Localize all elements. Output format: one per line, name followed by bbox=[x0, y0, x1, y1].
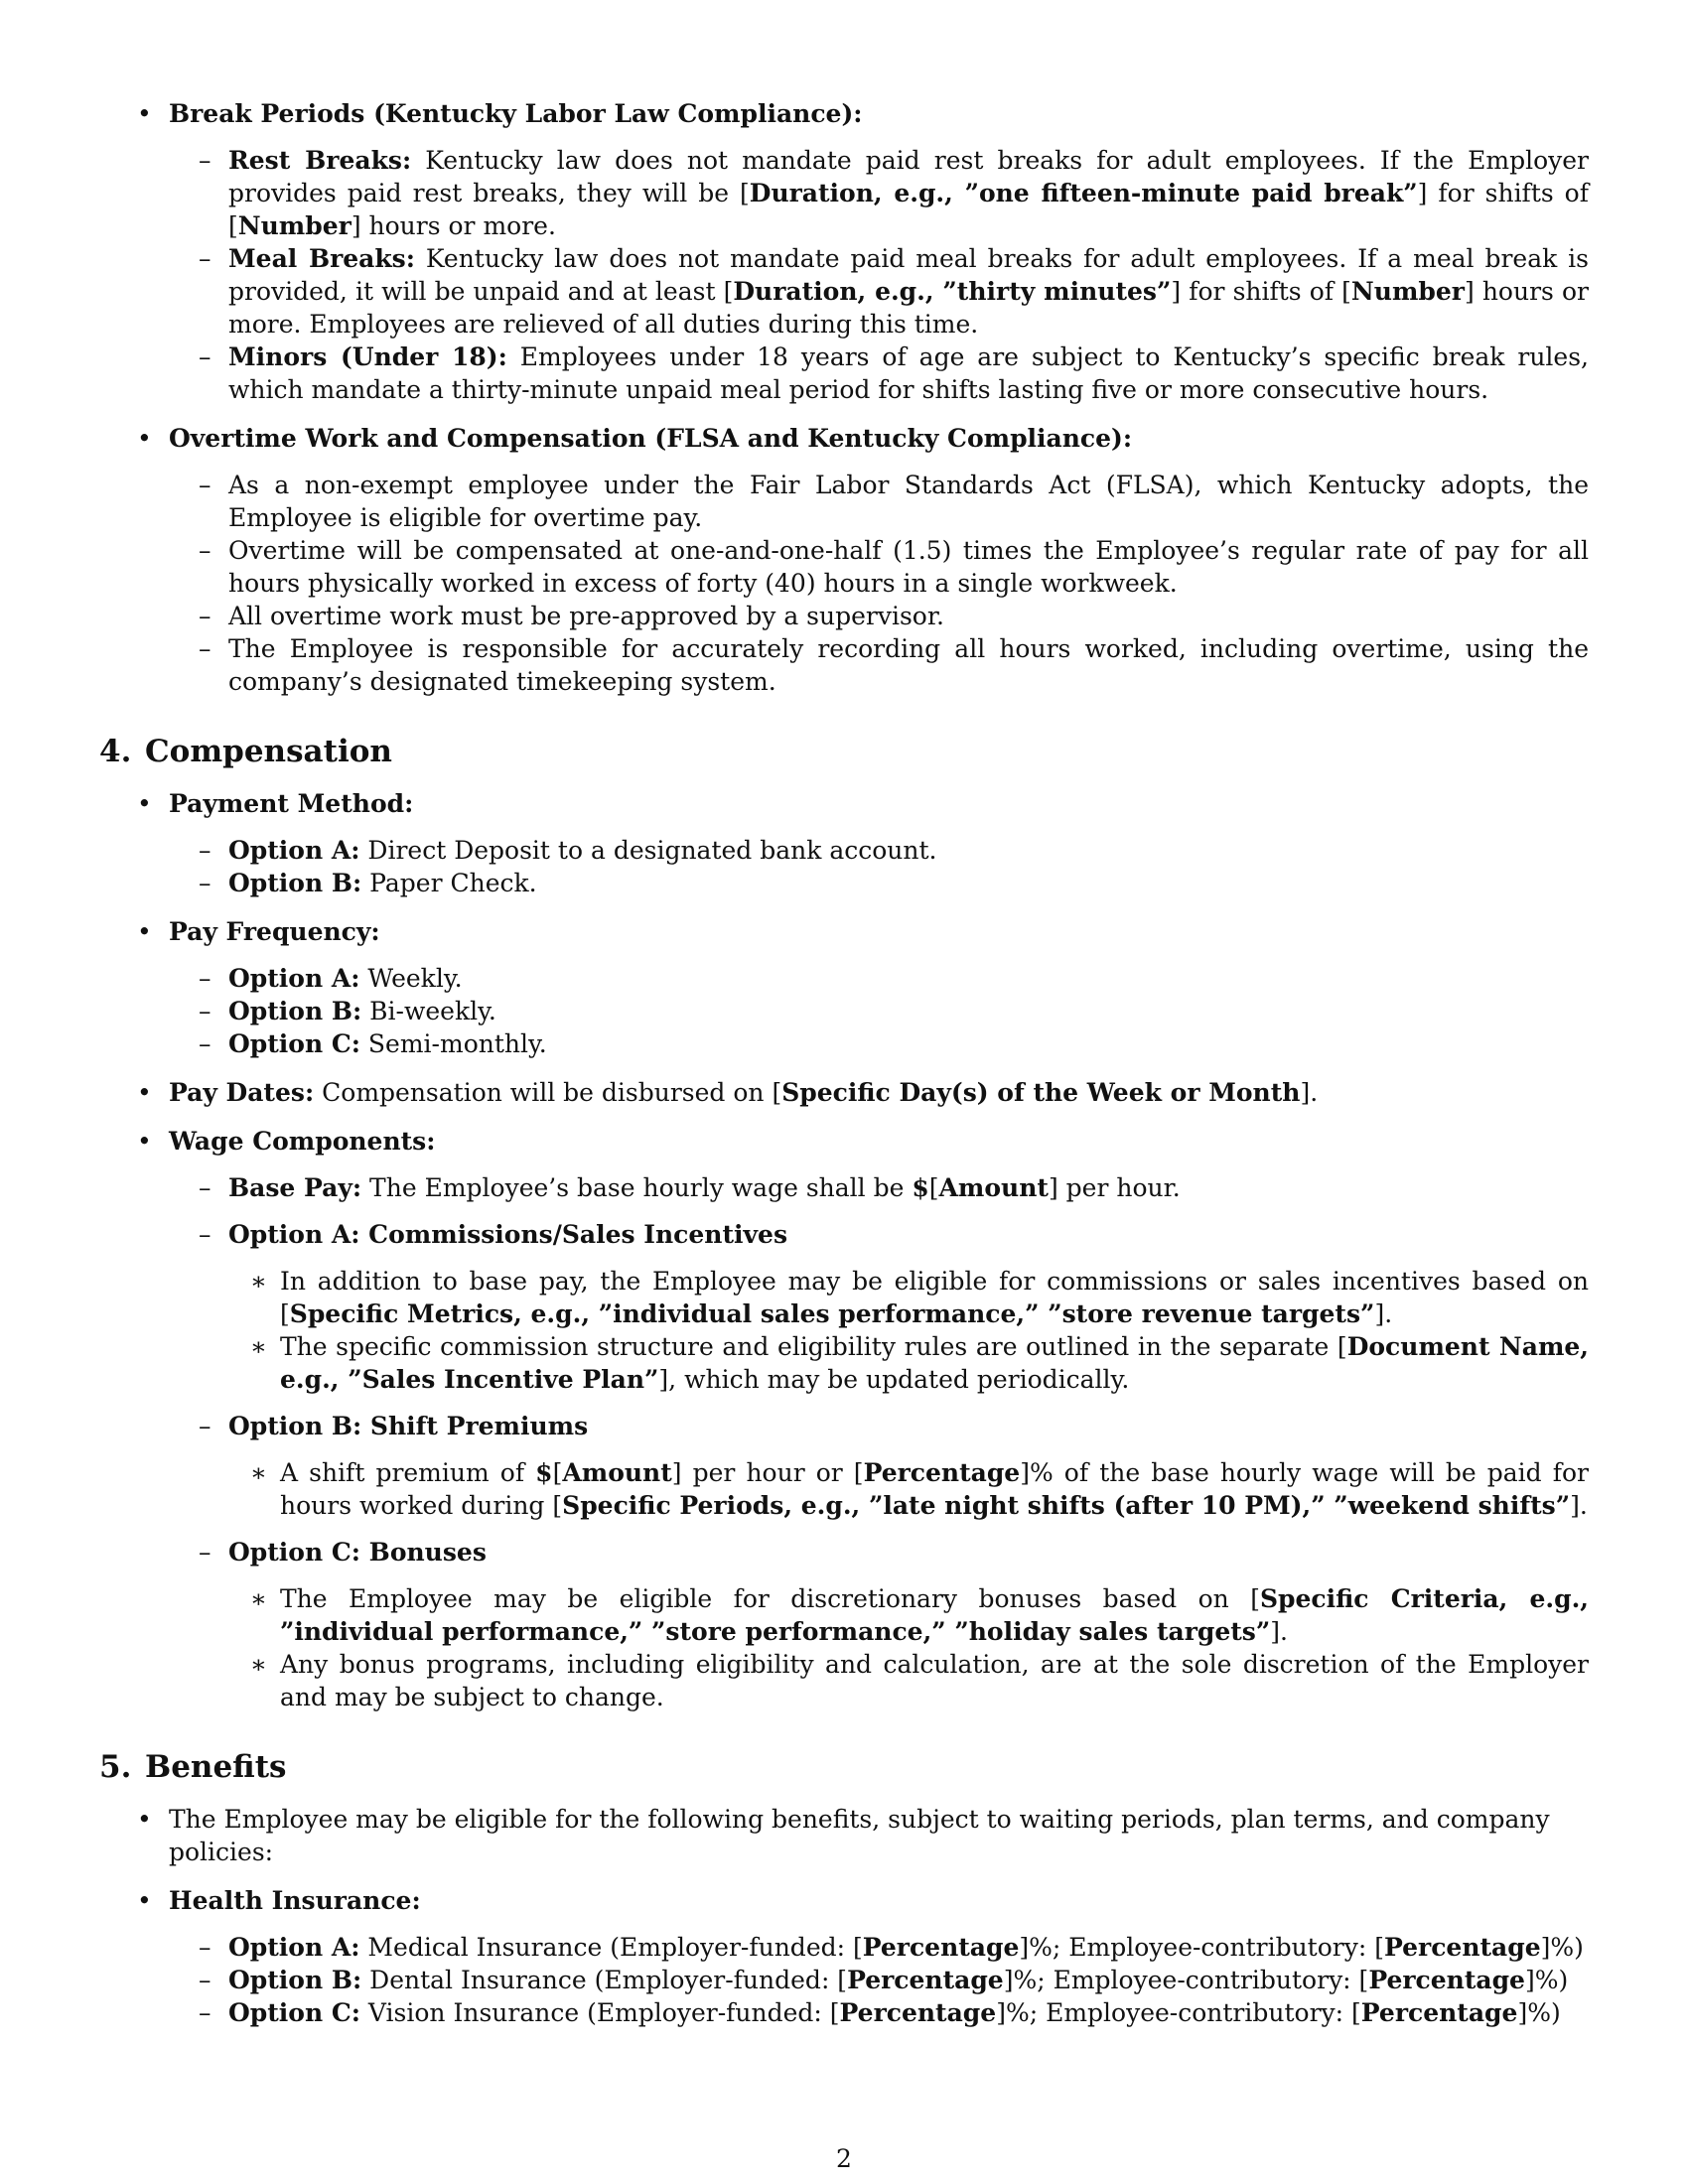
option-text: Semi-monthly. bbox=[359, 1029, 547, 1058]
break-periods-sublist bbox=[169, 144, 1589, 406]
rest-breaks-label: Rest Breaks: bbox=[228, 146, 412, 175]
option-text-3: ]%) bbox=[1524, 1966, 1569, 1994]
option-text: Vision Insurance (Employer-funded: [ bbox=[359, 1998, 840, 2027]
pay-dates-text-2: ]. bbox=[1300, 1078, 1319, 1107]
frequency-option-b bbox=[169, 995, 1589, 1027]
commissions-title: Option A: Commissions/Sales Incentives bbox=[228, 1220, 788, 1249]
option-text-2: ]%; Employee-contributory: [ bbox=[1003, 1966, 1369, 1994]
rest-breaks-text-3: ] hours or more. bbox=[351, 211, 556, 240]
option-text: Medical Insurance (Employer-funded: [ bbox=[359, 1933, 863, 1962]
minors-label: Minors (Under 18): bbox=[228, 342, 507, 371]
option-text-3: ]%) bbox=[1540, 1933, 1584, 1962]
point-text-2: ]. bbox=[1374, 1299, 1393, 1328]
option-text: Dental Insurance (Employer-funded: [ bbox=[361, 1966, 848, 1994]
percentage-placeholder: Percentage bbox=[1360, 1998, 1518, 2027]
dollar-sign: $ bbox=[912, 1173, 929, 1202]
payment-method-item bbox=[99, 787, 1589, 899]
wage-components-item bbox=[99, 1125, 1589, 1713]
bracket-open: [ bbox=[928, 1173, 939, 1202]
frequency-option-a bbox=[169, 962, 1589, 995]
minors-text: Employees under 18 years of age are subject to Kentucky’s specific break rules, which mandate a thirty-minute unpaid meal period for shifts lasting five or more consecutive hours. bbox=[228, 342, 1589, 404]
health-option-c bbox=[169, 1996, 1589, 2029]
option-label: Option B: bbox=[228, 1966, 362, 1994]
shift-premiums-title: Option B: Shift Premiums bbox=[228, 1412, 589, 1440]
meal-breaks-text-3: ] hours or more. Employees are relieved of all duties during this time. bbox=[228, 277, 1589, 339]
amount-placeholder: Amount bbox=[562, 1458, 672, 1487]
overtime-point: – The Employee is responsible for accurately recording all hours worked, including overtime, using the company’s designated timekeeping system. bbox=[169, 632, 1589, 698]
overtime-sublist bbox=[169, 469, 1589, 698]
option-label: Option A: bbox=[228, 836, 360, 865]
dollar-sign: $ bbox=[535, 1458, 553, 1487]
section-title: Compensation bbox=[145, 734, 392, 769]
point-text-2: ] per hour or [ bbox=[671, 1458, 864, 1487]
commissions-sublist bbox=[228, 1265, 1589, 1396]
compensation-list bbox=[99, 787, 1589, 1713]
document-page bbox=[99, 97, 1589, 2045]
rest-breaks-number: Number bbox=[237, 211, 352, 240]
base-pay-text-2: ] per hour. bbox=[1048, 1173, 1181, 1202]
rest-breaks-text-2: ] for shifts of [ bbox=[228, 179, 1589, 240]
bonuses-sublist bbox=[228, 1582, 1589, 1713]
option-text: Direct Deposit to a designated bank account. bbox=[359, 836, 937, 865]
point-text: The specific commission structure and eligibility rules are outlined in the separate [ bbox=[280, 1332, 1347, 1361]
section3-continued-list bbox=[99, 97, 1589, 698]
wage-components-sublist bbox=[169, 1171, 1589, 1713]
commissions-point bbox=[228, 1330, 1589, 1396]
health-option-a bbox=[169, 1931, 1589, 1964]
percentage-placeholder: Percentage bbox=[863, 1458, 1021, 1487]
percentage-placeholder: Percentage bbox=[1368, 1966, 1525, 1994]
health-insurance-title: Health Insurance: bbox=[169, 1886, 421, 1915]
payment-option-b bbox=[169, 867, 1589, 899]
percentage-placeholder: Percentage bbox=[1383, 1933, 1541, 1962]
periods-placeholder: Specific Periods, e.g., ”late night shifts (after 10 PM),” ”weekend shifts” bbox=[562, 1491, 1571, 1520]
rest-breaks-duration: Duration, e.g., ”one fifteen-minute paid break” bbox=[749, 179, 1418, 207]
bonuses-point bbox=[228, 1582, 1589, 1648]
base-pay-label: Base Pay: bbox=[228, 1173, 362, 1202]
commissions-item bbox=[169, 1218, 1589, 1396]
option-label: Option B: bbox=[228, 997, 362, 1025]
meal-breaks-number: Number bbox=[1350, 277, 1465, 306]
meal-breaks-duration: Duration, e.g., ”thirty minutes” bbox=[733, 277, 1172, 306]
percentage-placeholder: Percentage bbox=[847, 1966, 1004, 1994]
point-text-2: ]. bbox=[1270, 1617, 1288, 1646]
meal-breaks-text-2: ] for shifts of [ bbox=[1171, 277, 1351, 306]
option-text: Paper Check. bbox=[361, 869, 537, 897]
bracket-open: [ bbox=[552, 1458, 563, 1487]
overtime-point: – All overtime work must be pre-approved by a supervisor. bbox=[169, 600, 1589, 632]
point-text: The Employee may be eligible for discretionary bonuses based on [ bbox=[280, 1584, 1260, 1613]
commissions-point bbox=[228, 1265, 1589, 1330]
base-pay-item bbox=[169, 1171, 1589, 1204]
payment-option-a bbox=[169, 834, 1589, 867]
section-number: 5. bbox=[99, 1749, 132, 1785]
point-text-3: ]% of the base hourly wage will be paid for hours worked during [ bbox=[280, 1458, 1589, 1520]
option-text-3: ]%) bbox=[1517, 1998, 1561, 2027]
benefits-list bbox=[99, 1803, 1589, 2029]
meal-breaks-label: Meal Breaks: bbox=[228, 244, 415, 273]
health-option-b bbox=[169, 1964, 1589, 1996]
health-insurance-item bbox=[99, 1884, 1589, 2029]
shift-premiums-sublist bbox=[228, 1456, 1589, 1522]
pay-frequency-item bbox=[99, 915, 1589, 1060]
break-periods-title: Break Periods (Kentucky Labor Law Compliance): bbox=[169, 99, 863, 128]
option-text: Weekly. bbox=[359, 964, 463, 993]
meal-breaks-item bbox=[169, 242, 1589, 341]
document-name-placeholder: Document Name, e.g., ”Sales Incentive Plan” bbox=[280, 1332, 1590, 1394]
section-heading-compensation bbox=[99, 732, 1589, 771]
section-heading-benefits bbox=[99, 1747, 1589, 1787]
overtime-point: – As a non-exempt employee under the Fair Labor Standards Act (FLSA), which Kentucky adopts, the Employee is eligible for overtime pay. bbox=[169, 469, 1589, 534]
pay-dates-placeholder: Specific Day(s) of the Week or Month bbox=[781, 1078, 1301, 1107]
bonuses-item bbox=[169, 1536, 1589, 1713]
page-number: 2 bbox=[836, 2144, 852, 2173]
benefits-intro: • The Employee may be eligible for the following benefits, subject to waiting periods, plan terms, and company policies: bbox=[99, 1803, 1589, 1868]
shift-premiums-point bbox=[228, 1456, 1589, 1522]
percentage-placeholder: Percentage bbox=[862, 1933, 1020, 1962]
option-text: Bi-weekly. bbox=[361, 997, 496, 1025]
minors-item bbox=[169, 341, 1589, 406]
metrics-placeholder: Specific Metrics, e.g., ”individual sales performance,” ”store revenue targets” bbox=[289, 1299, 1375, 1328]
option-label: Option C: bbox=[228, 1029, 360, 1058]
payment-method-title: Payment Method: bbox=[169, 789, 414, 818]
health-insurance-options bbox=[169, 1931, 1589, 2029]
option-text-2: ]%; Employee-contributory: [ bbox=[996, 1998, 1361, 2027]
shift-premiums-item bbox=[169, 1410, 1589, 1522]
rest-breaks-text: Kentucky law does not mandate paid rest breaks for adult employees. If the Employer provides paid rest breaks, they will be [ bbox=[228, 146, 1590, 207]
amount-placeholder: Amount bbox=[938, 1173, 1049, 1202]
option-text-2: ]%; Employee-contributory: [ bbox=[1019, 1933, 1384, 1962]
pay-frequency-title: Pay Frequency: bbox=[169, 917, 380, 946]
point-text: In addition to base pay, the Employee may be eligible for commissions or sales incentives based on [ bbox=[280, 1267, 1589, 1328]
criteria-placeholder: Specific Criteria, e.g., ”individual performance,” ”store performance,” ”holiday sales targets” bbox=[280, 1584, 1589, 1646]
frequency-option-c bbox=[169, 1027, 1589, 1060]
pay-dates-label: Pay Dates: bbox=[169, 1078, 315, 1107]
overtime-item bbox=[99, 422, 1589, 698]
section-title: Benefits bbox=[145, 1749, 287, 1785]
section-number: 4. bbox=[99, 734, 132, 769]
pay-dates-item bbox=[99, 1076, 1589, 1109]
break-periods-item bbox=[99, 97, 1589, 406]
overtime-title: Overtime Work and Compensation (FLSA and Kentucky Compliance): bbox=[169, 424, 1133, 453]
point-text-4: ]. bbox=[1570, 1491, 1588, 1520]
bonuses-title: Option C: Bonuses bbox=[228, 1538, 487, 1567]
meal-breaks-text: Kentucky law does not mandate paid meal breaks for adult employees. If a meal break is provided, it will be unpaid and at least [ bbox=[228, 244, 1589, 306]
payment-method-options bbox=[169, 834, 1589, 899]
rest-breaks-item bbox=[169, 144, 1589, 242]
base-pay-text: The Employee’s base hourly wage shall be bbox=[361, 1173, 913, 1202]
pay-frequency-options bbox=[169, 962, 1589, 1060]
option-label: Option C: bbox=[228, 1998, 360, 2027]
option-label: Option B: bbox=[228, 869, 362, 897]
pay-dates-text: Compensation will be disbursed on [ bbox=[314, 1078, 782, 1107]
bonuses-point: ∗ Any bonus programs, including eligibility and calculation, are at the sole discretion of the Employer and may be subject to change. bbox=[228, 1648, 1589, 1713]
option-label: Option A: bbox=[228, 1933, 360, 1962]
overtime-point: – Overtime will be compensated at one-and-one-half (1.5) times the Employee’s regular rate of pay for all hours physically worked in excess of forty (40) hours in a single workweek. bbox=[169, 534, 1589, 600]
percentage-placeholder: Percentage bbox=[839, 1998, 997, 2027]
wage-components-title: Wage Components: bbox=[169, 1127, 436, 1156]
option-label: Option A: bbox=[228, 964, 360, 993]
point-text-2: ], which may be updated periodically. bbox=[658, 1365, 1130, 1394]
point-text: A shift premium of bbox=[280, 1458, 536, 1487]
